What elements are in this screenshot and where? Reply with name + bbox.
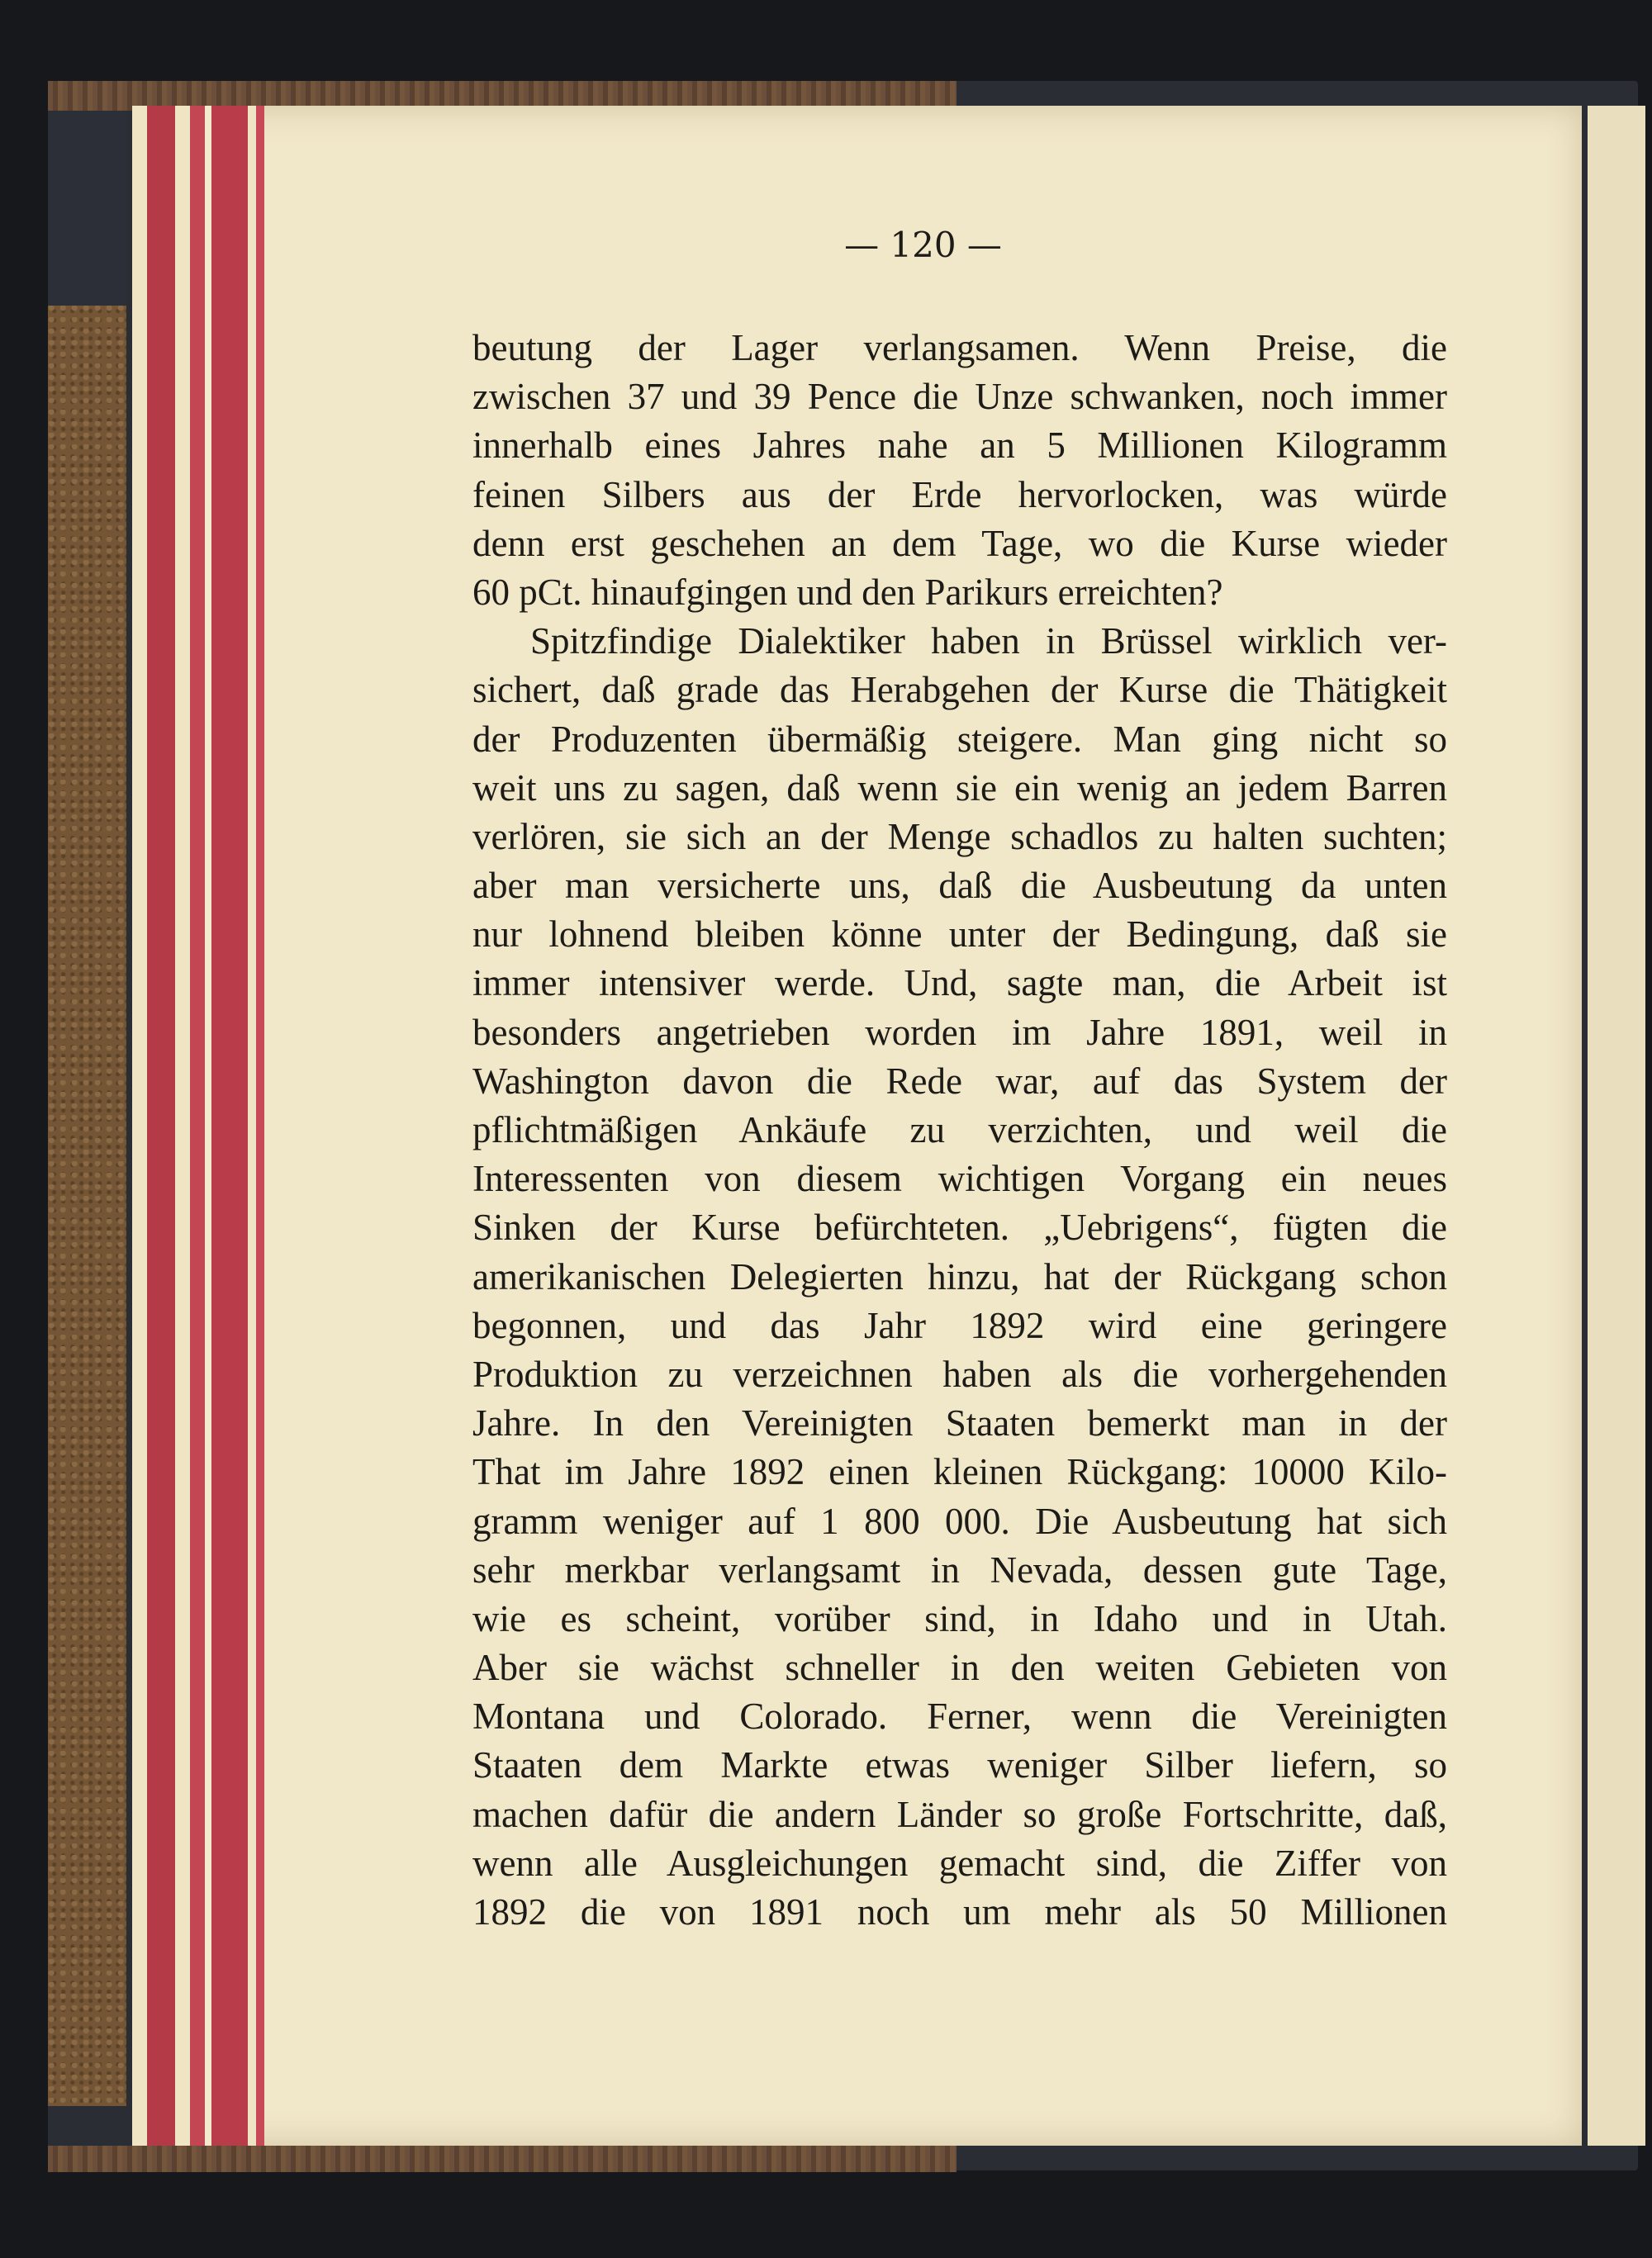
text-line: denn erst geschehen an dem Tage, wo die Kurse wieder (472, 522, 1447, 564)
text-line: der Produzenten übermäßig steigere. Man ging nicht so (472, 718, 1447, 760)
text-line: machen dafür die andern Länder so große Fortschritte, daß, (472, 1793, 1447, 1835)
text-line: 60 pCt. hinaufgingen und den Parikurs erreichten? (472, 571, 1223, 613)
text-line: beutung der Lager verlangsamen. Wenn Preise, die (472, 327, 1447, 368)
text-line: Montana und Colorado. Ferner, wenn die Vereinigten (472, 1696, 1447, 1738)
text-line: weit uns zu sagen, daß wenn sie ein wenig an jedem Barren (472, 766, 1447, 809)
text-line: Spitzfindige Dialektiker haben in Brüssel wirklich ver- (530, 620, 1447, 662)
text-line: Washington davon die Rede war, auf das System der (472, 1060, 1447, 1102)
text-line: wenn alle Ausgleichungen gemacht sind, die Ziffer von (472, 1842, 1447, 1884)
text-line: sehr merkbar verlangsamt in Nevada, dessen gute Tage, (472, 1549, 1447, 1591)
red-page-edges (132, 106, 264, 2146)
text-line: innerhalb eines Jahres nahe an 5 Millionen Kilogramm (472, 425, 1447, 467)
text-line: gramm weniger auf 1 800 000. Die Ausbeutung hat sich (472, 1500, 1447, 1542)
text-line: That im Jahre 1892 einen kleinen Rückgang: 10000 Kilo- (472, 1451, 1447, 1493)
text-line: amerikanischen Delegierten hinzu, hat der Rückgang schon (472, 1255, 1447, 1297)
text-line: begonnen, und das Jahr 1892 wird eine geringere (472, 1304, 1447, 1346)
text-line: zwischen 37 und 39 Pence die Unze schwanken, noch immer (472, 376, 1447, 418)
text-line: immer intensiver werde. Und, sagte man, die Arbeit ist (472, 962, 1447, 1004)
text-line: Aber sie wächst schneller in den weiten Gebieten von (472, 1647, 1447, 1689)
text-line: Produktion zu verzeichnen haben als die vorhergehenden (472, 1353, 1447, 1395)
text-line: besonders angetrieben worden im Jahre 1891, weil in (472, 1011, 1447, 1053)
text-line: Staaten dem Markte etwas weniger Silber liefern, so (472, 1744, 1447, 1786)
text-line: wie es scheint, vorüber sind, in Idaho und in Utah. (472, 1597, 1447, 1639)
text-line: Sinken der Kurse befürchteten. „Uebrigens“, fügten die (472, 1207, 1447, 1249)
facing-page-edge (1584, 106, 1645, 2146)
text-line: pflichtmäßigen Ankäufe zu verzichten, und weil die (472, 1109, 1447, 1150)
cover-spine-cloth (48, 81, 126, 320)
marbled-cover-edge (48, 306, 126, 2106)
text-line: verlören, sie sich an der Menge schadlos zu halten suchten; (472, 815, 1447, 857)
text-line: aber man versicherte uns, daß die Ausbeutung da unten (472, 865, 1447, 907)
text-line: Jahre. In den Vereinigten Staaten bemerkt man in der (472, 1402, 1447, 1444)
body-text (472, 324, 1447, 1937)
cover-bottom-edge (48, 2146, 957, 2172)
page-number-header: — 120 — (844, 225, 1002, 265)
text-line: sichert, daß grade das Herabgehen der Kurse die Thätigkeit (472, 669, 1447, 711)
text-line: nur lohnend bleiben könne unter der Bedingung, daß sie (472, 913, 1447, 956)
text-line: feinen Silbers aus der Erde hervorlocken, was würde (472, 473, 1447, 515)
text-line: Interessenten von diesem wichtigen Vorgang ein neues (472, 1158, 1447, 1200)
text-line: 1892 die von 1891 noch um mehr als 50 Millionen (472, 1891, 1447, 1933)
